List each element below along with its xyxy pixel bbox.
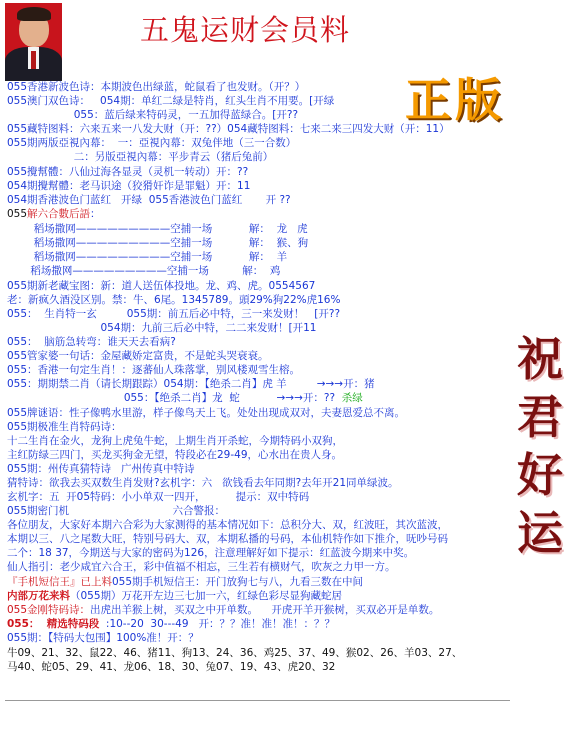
text-segment: 玄机字：五 开05特码：小小单双一四开， 提示：双中特码 [7,491,310,503]
text-segment: 055澳门双色诗： 054期：单红二绿是特肖，红头生肖不用要。[开绿 [7,95,335,107]
slogan-char: 好 [517,448,563,502]
text-segment: 055牌谜语：性子像鸭水里游，样子像鸟天上飞。处处出现成双对，夫妻恩爱总不离。 [7,407,406,419]
text-line [7,122,450,136]
text-segment: 二：另版亞視內幕：平步青云（猪后兔前） [7,151,274,163]
text-line [7,490,309,504]
text-segment: :10--20 30---49 开：？？准！准！准！：？？ [99,618,336,630]
text-segment: 055香港新波色诗：本期波色出绿蓝，蛇鼠看了也发财。（开？） [7,81,306,93]
text-segment: 055金刚特码诗： [7,604,91,616]
text-segment: 内部万花来料 [7,590,70,602]
text-line [7,575,363,589]
slogan-char: 祝 [517,332,563,386]
text-line [7,603,439,617]
text-segment: 055期极准生肖特码诗： [7,421,122,433]
text-line [7,165,248,179]
text-segment: 出虎出羊猴上树，买双之中开单数。 [90,604,259,616]
authentic-stamp: 正版 [405,73,505,127]
text-segment: 055： 脑筋急转弯：谁天天去看病? [7,336,176,348]
text-line [7,518,448,532]
text-line [7,264,280,278]
text-line [7,391,363,405]
text-line [7,448,342,462]
text-line [7,462,195,476]
text-segment: 开虎开羊开猴树，买双必开是单数。 [258,604,440,616]
slogan-char: 君 [517,390,563,444]
text-line [7,335,176,349]
text-segment: 055期两版亞視內幕： 一：亞視內幕：双兔伴地（三一合数） [7,137,297,149]
host-photo [5,3,62,81]
text-segment: 老：新疯久酒没区别。禁：牛、6尾。1345789。頭29%狗22%虎16% [7,294,341,306]
text-segment: 本期以三、八之尾数大旺，特别号码大、双，本期私播的号码，本仙机特作如下推介，呒吵号码 [7,533,448,545]
slogan-char: 运 [517,506,563,560]
text-line [7,476,399,490]
text-segment: 054期攪幫體：老马识途（狡猾奸诈是罪魁）开：11 [7,180,251,192]
text-line [7,80,305,94]
text-segment: 十二生肖在金火，龙狗上虎兔牛蛇，上期生肖开杀蛇，今期特码小双狗， [7,435,343,447]
text-segment: 055：期期禁二肖（请长期跟踪）054期：【绝杀二肖】虎 羊 →→→开：猪 [7,378,375,390]
text-segment: 主红防绿三四门，买龙买狗金无望，特段必在29-49，心水出在贵人身。 [7,449,343,461]
text-line [7,94,334,108]
text-line [7,293,340,307]
text-line [7,136,296,150]
text-line [7,179,250,193]
text-segment: 解六合數后語 [27,208,91,220]
text-line [7,560,396,574]
text-segment: 稻场撒网—————————空捕一场 解： 龙 虎 [7,223,308,235]
vertical-slogan [514,330,566,562]
text-line [7,250,287,264]
text-segment: 054期：九前三后必中特，二二来发财！[开11 [7,322,317,334]
text-segment: 各位朋友，大家好本期六合彩为大家测得的基本情况如下：总积分大、双，红波旺，其次蓝波， [7,519,448,531]
text-line [7,321,316,335]
text-segment: 055期手机短信王：开门放狗七与八，九看三数在中间 [112,576,364,588]
text-segment: 055藏特图料：六来五来一八发大财（开：??）054藏特图料：七来二来三四发大财（开：11） [7,123,450,135]
text-segment: 055期：【特码大包围】100%准！开：？ [7,632,199,644]
text-segment: 055：【绝杀二肖】龙 蛇 →→→开：?? [7,392,342,404]
text-segment: 『手机短信王』已上料 [7,576,112,588]
text-segment: 牛09、21、32、鼠22、46、猪11、狗13、24、36、鸡25、37、49、猴02、26、羊03、27、 [7,647,463,659]
text-segment: ： [90,208,101,220]
text-line [7,546,414,560]
text-line [7,406,405,420]
text-line [7,377,375,391]
text-segment: 055： 生肖特一玄 055期：前五后必中特，三一来发财！ [开?? [7,308,341,320]
text-segment: 马40、蛇05、29、41、龙06、18、30、兔07、19、43、虎20、32 [7,661,336,673]
text-segment: 055管家婆一句话：金屋藏娇定富贵，不是蛇头哭衰衰。 [7,350,269,362]
page-title: 五鬼运财会员料 [140,13,351,47]
text-line [7,420,122,434]
divider [5,700,510,701]
text-line [7,193,291,207]
text-segment: 055：香港一句定生肖！：逐蕃仙人珠落掌，别风楼观雪生榕。 [7,364,301,376]
text-line [7,363,300,377]
text-segment: 杀绿 [341,392,363,404]
text-segment: 稻场撒网—————————空捕一场 解： 鸡 [7,265,281,277]
photo-hair [17,7,51,21]
text-line [7,207,101,221]
text-segment: 055 [7,208,28,220]
text-segment: 055：蓝后绿来特码灵，一五加得蓝绿合。[开?? [7,109,299,121]
photo-tie [31,51,36,69]
text-segment: 055： 精选特码段 [7,618,100,630]
text-line [7,617,335,631]
text-line [7,631,199,645]
text-line [7,504,225,518]
text-line [7,108,298,122]
text-line [7,279,315,293]
text-line [7,660,335,674]
text-line [7,150,273,164]
text-segment: 055期新老藏宝图：新：道人送伍体投地。龙、鸡、虎。0554567 [7,280,316,292]
text-line [7,589,342,603]
text-line [7,307,340,321]
text-segment: （055期）万花开左边三七加一六，红绿色彩尽显狗藏蛇居 [70,590,343,602]
text-segment: 猜特诗：欲我去买双数生肖发财?玄机字：六 欲钱看去年同期?去年开21同单绿波。 [7,477,399,489]
text-segment: 055期密门机 六合警报： [7,505,226,517]
text-segment: 055攪幫體：八仙过海各显灵（灵机一转动）开：?? [7,166,249,178]
text-segment: 055期：州传真猜特诗 广州传真中特诗 [7,463,195,475]
text-line [7,532,448,546]
text-line [7,434,343,448]
text-segment: 二个：18 37，今期送与大家的密码为126，注意理解好如下提示：红蓝波今期来中奖。 [7,547,415,559]
text-segment: 054期香港波色门蓝红 开绿 055香港波色门蓝红 开 ?? [7,194,291,206]
text-segment: 仙人指引：老少咸宜六合王，彩中值福不相忘，三生若有横财气，吹灰之力甲一方。 [7,561,396,573]
text-line [7,349,269,363]
text-line [7,236,308,250]
text-line [7,222,308,236]
text-line [7,646,462,660]
text-segment: 稻场撒网—————————空捕一场 解： 羊 [7,251,288,263]
text-segment: 稻场撒网—————————空捕一场 解： 猴、狗 [7,237,309,249]
